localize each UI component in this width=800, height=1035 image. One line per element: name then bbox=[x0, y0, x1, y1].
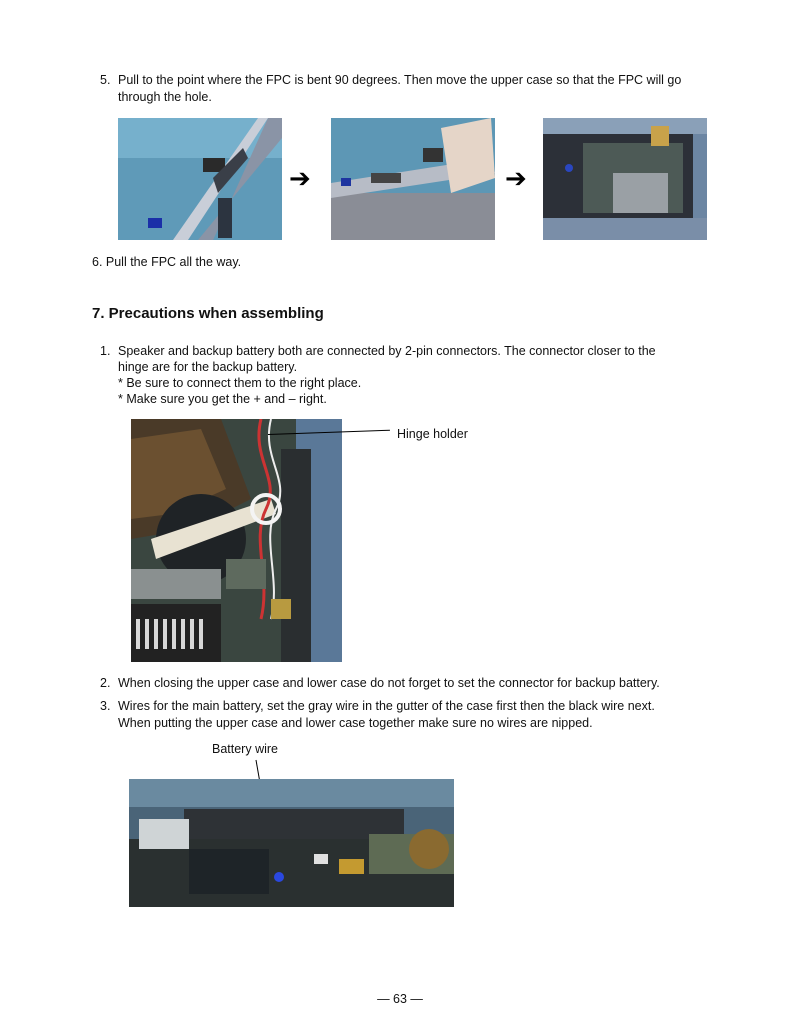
item-1-note-1: * Be sure to connect them to the right place. bbox=[118, 376, 362, 390]
item-3-line2: When putting the upper case and lower case together make sure no wires are nipped. bbox=[118, 716, 593, 730]
item-2-number: 2. bbox=[100, 676, 111, 690]
page-number: — 63 — bbox=[377, 992, 423, 1006]
step-5-text-line1: Pull to the point where the FPC is bent 90 degrees. Then move the upper case so that the FPC will go bbox=[118, 73, 682, 87]
arrow-right-icon-2: ➔ bbox=[505, 164, 527, 194]
item-3-number: 3. bbox=[100, 699, 111, 713]
item-1-line2: hinge are for the backup battery. bbox=[118, 360, 298, 374]
item-1-note-2: * Make sure you get the + and – right. bbox=[118, 392, 327, 406]
photo-fpc-through-hole bbox=[543, 118, 707, 240]
step-6-text: 6. Pull the FPC all the way. bbox=[92, 255, 242, 269]
hinge-holder-label: Hinge holder bbox=[397, 427, 468, 441]
step-5-text-line2: through the hole. bbox=[118, 90, 212, 104]
step-5-number: 5. bbox=[100, 73, 111, 87]
photo-fpc-move-case bbox=[331, 118, 495, 240]
photo-battery-wire bbox=[129, 779, 454, 907]
item-3-line1: Wires for the main battery, set the gray wire in the gutter of the case first then the black wire next. bbox=[118, 699, 655, 713]
item-1-number: 1. bbox=[100, 344, 111, 358]
photo-fpc-bent bbox=[118, 118, 282, 240]
photo-hinge-connectors bbox=[131, 419, 342, 662]
item-2-text: When closing the upper case and lower case do not forget to set the connector for backup battery. bbox=[118, 676, 660, 690]
item-1-line1: Speaker and backup battery both are connected by 2-pin connectors. The connector closer to the bbox=[118, 344, 656, 358]
battery-wire-label: Battery wire bbox=[212, 742, 278, 756]
section-title: 7. Precautions when assembling bbox=[92, 305, 324, 322]
arrow-right-icon: ➔ bbox=[289, 164, 311, 194]
